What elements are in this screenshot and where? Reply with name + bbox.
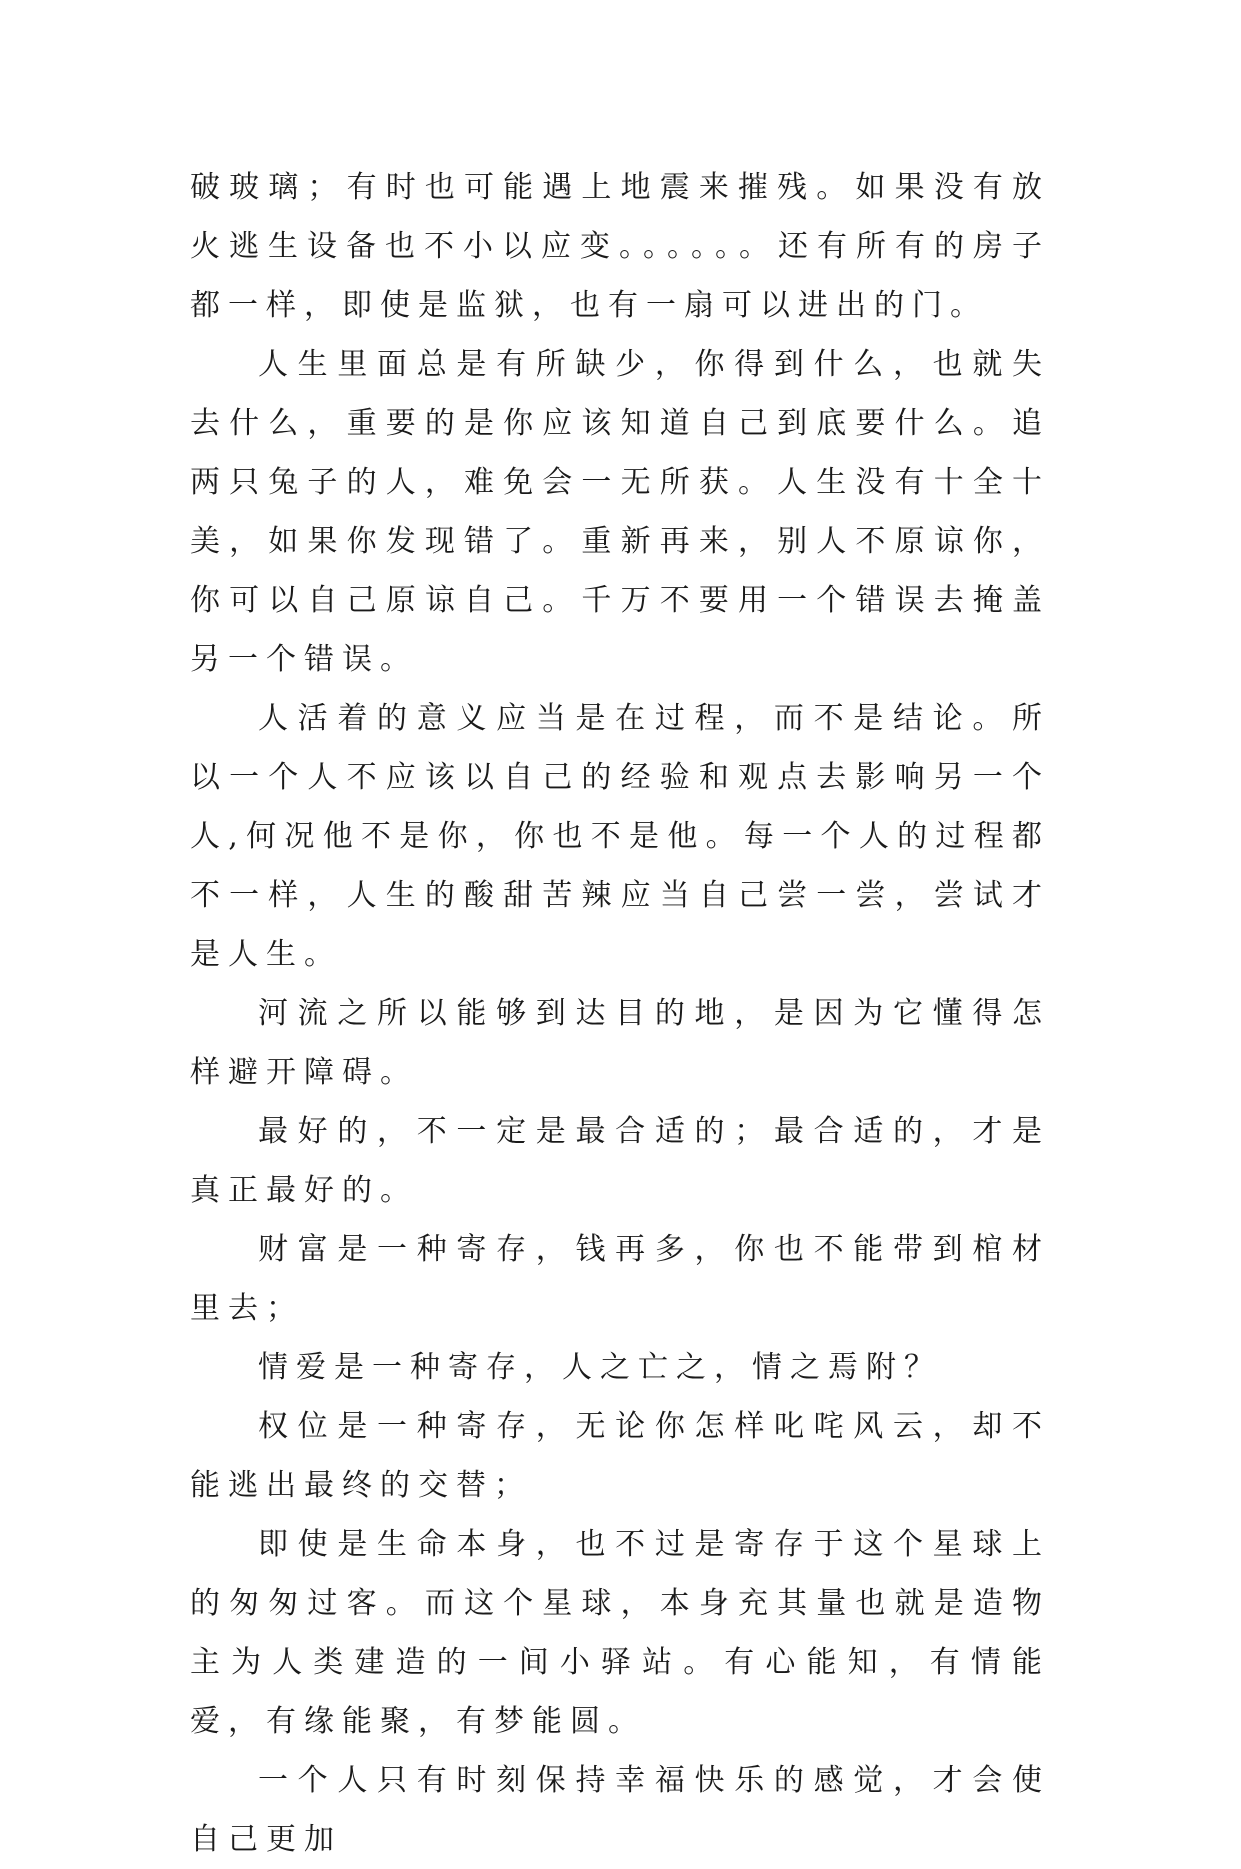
paragraph: 财富是一种寄存，钱再多，你也不能带到棺材里去； xyxy=(190,1232,1050,1326)
paragraph: 即使是生命本身，也不过是寄存于这个星球上的匆匆过客。而这个星球，本身充其量也就是造物主为人类建造的一间小驿站。有心能知，有情能爱，有缘能聚，有梦能圆。 xyxy=(190,1527,1050,1739)
paragraph: 最好的，不一定是最合适的；最合适的，才是真正最好的。 xyxy=(190,1114,1050,1208)
paragraph: 破玻璃；有时也可能遇上地震来摧残。如果没有放火逃生设备也不小以应变。。。。。。还有所有的房子都一样，即使是监狱，也有一扇可以进出的门。 xyxy=(190,170,1050,323)
paragraph: 人活着的意义应当是在过程，而不是结论。所以一个人不应该以自己的经验和观点去影响另一个人,何况他不是你，你也不是他。每一个人的过程都不一样，人生的酸甜苦辣应当自己尝一尝，尝试才是人生。 xyxy=(190,701,1050,972)
paragraph: 河流之所以能够到达目的地，是因为它懂得怎样避开障碍。 xyxy=(190,996,1050,1090)
paragraph: 一个人只有时刻保持幸福快乐的感觉，才会使自己更加 xyxy=(190,1763,1050,1857)
paragraph: 情爱是一种寄存，人之亡之，情之焉附？ xyxy=(258,1350,942,1385)
paragraph: 人生里面总是有所缺少，你得到什么，也就失去什么，重要的是你应该知道自己到底要什么。追两只兔子的人，难免会一无所获。人生没有十全十美，如果你发现错了。重新再来，别人不原谅你，你可以自己原谅自己。千万不要用一个错误去掩盖另一个错误。 xyxy=(190,347,1050,677)
document-body xyxy=(190,158,1050,1869)
paragraph: 权位是一种寄存，无论你怎样叱咤风云，却不能逃出最终的交替； xyxy=(190,1409,1050,1503)
